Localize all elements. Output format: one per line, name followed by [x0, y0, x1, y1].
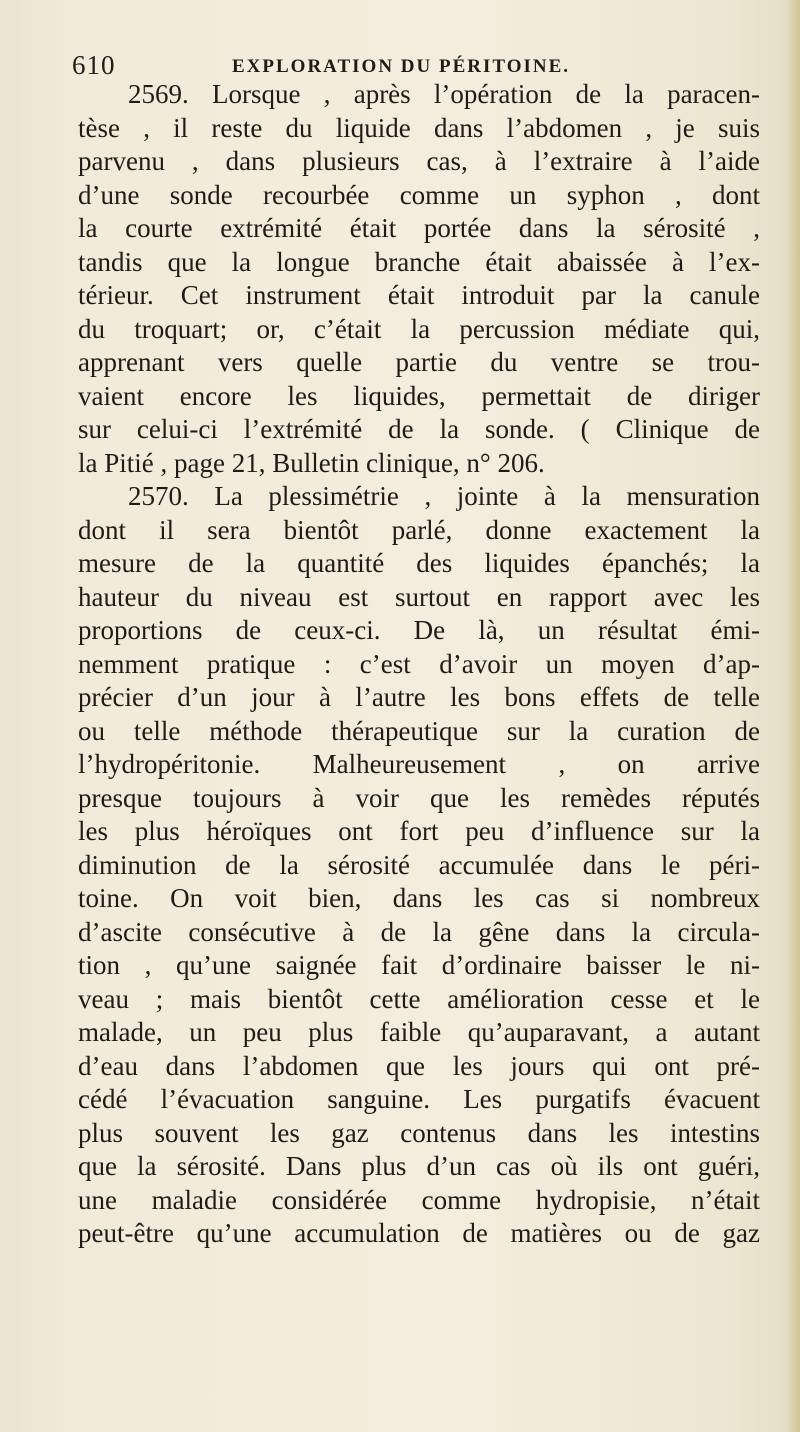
- page-edge-shadow: [786, 0, 800, 1432]
- text-line: cédé l’évacuation sanguine. Les purgatifs évacuent: [78, 1084, 760, 1114]
- text-line: 2569. Lorsque , après l’opération de la paracen-: [128, 79, 760, 109]
- text-line: vaient encore les liquides, permettait de diriger: [78, 380, 760, 411]
- page-number: 610: [72, 50, 116, 80]
- text-line: que la sérosité. Dans plus d’un cas où ils ont guéri,: [78, 1151, 760, 1181]
- text-line: d’une sonde recourbée comme un syphon , dont: [78, 179, 760, 210]
- text-line: les plus héroïques ont fort peu d’influence sur la: [78, 816, 760, 846]
- text-line: apprenant vers quelle partie du ventre se trou-: [78, 347, 760, 377]
- body-text: [78, 78, 760, 1251]
- text-line: malade, un peu plus faible qu’auparavant, a autant: [78, 1017, 760, 1047]
- text-line: diminution de la sérosité accumulée dans le péri-: [78, 849, 760, 880]
- text-line: d’eau dans l’abdomen que les jours qui ont pré-: [78, 1050, 760, 1081]
- text-line: veau ; mais bientôt cette amélioration cesse et le: [78, 983, 760, 1014]
- text-line: dont il sera bientôt parlé, donne exactement la: [78, 514, 760, 545]
- text-line: toine. On voit bien, dans les cas si nombreux: [78, 883, 760, 913]
- text-line: térieur. Cet instrument était introduit par la canule: [78, 280, 760, 310]
- text-line: l’hydropéritonie. Malheureusement , on arrive: [78, 749, 760, 779]
- text-line: la courte extrémité était portée dans la sérosité ,: [78, 213, 760, 243]
- text-line: tandis que la longue branche était abaissée à l’ex-: [78, 246, 760, 277]
- text-line: plus souvent les gaz contenus dans les intestins: [78, 1117, 760, 1148]
- text-line: ou telle méthode thérapeutique sur la curation de: [78, 715, 760, 746]
- text-line: tion , qu’une saignée fait d’ordinaire baisser le ni-: [78, 950, 760, 980]
- text-line: hauteur du niveau est surtout en rapport avec les: [78, 581, 760, 612]
- text-line: tèse , il reste du liquide dans l’abdomen , je suis: [78, 112, 760, 143]
- text-line: une maladie considérée comme hydropisie, n’était: [78, 1184, 760, 1215]
- text-line: précier d’un jour à l’autre les bons effets de telle: [78, 682, 760, 712]
- text-line: la Pitié , page 21, Bulletin clinique, n° 206.: [78, 447, 545, 478]
- text-line: mesure de la quantité des liquides épanchés; la: [78, 548, 760, 578]
- text-line: d’ascite consécutive à de la gêne dans la circula-: [78, 916, 760, 947]
- text-line: proportions de ceux-ci. De là, un résultat émi-: [78, 615, 760, 645]
- text-line: sur celui-ci l’extrémité de la sonde. ( Clinique de: [78, 414, 760, 444]
- text-line: parvenu , dans plusieurs cas, à l’extraire à l’aide: [78, 146, 760, 176]
- running-title: EXPLORATION DU PÉRITOINE.: [232, 56, 571, 77]
- text-line: presque toujours à voir que les remèdes réputés: [78, 782, 760, 813]
- text-line: du troquart; or, c’était la percussion médiate qui,: [78, 313, 760, 344]
- text-line: peut-être qu’une accumulation de matières ou de gaz: [78, 1218, 760, 1248]
- text-line: nemment pratique : c’est d’avoir un moyen d’ap-: [78, 648, 760, 679]
- text-line: 2570. La plessimétrie , jointe à la mensuration: [128, 481, 760, 511]
